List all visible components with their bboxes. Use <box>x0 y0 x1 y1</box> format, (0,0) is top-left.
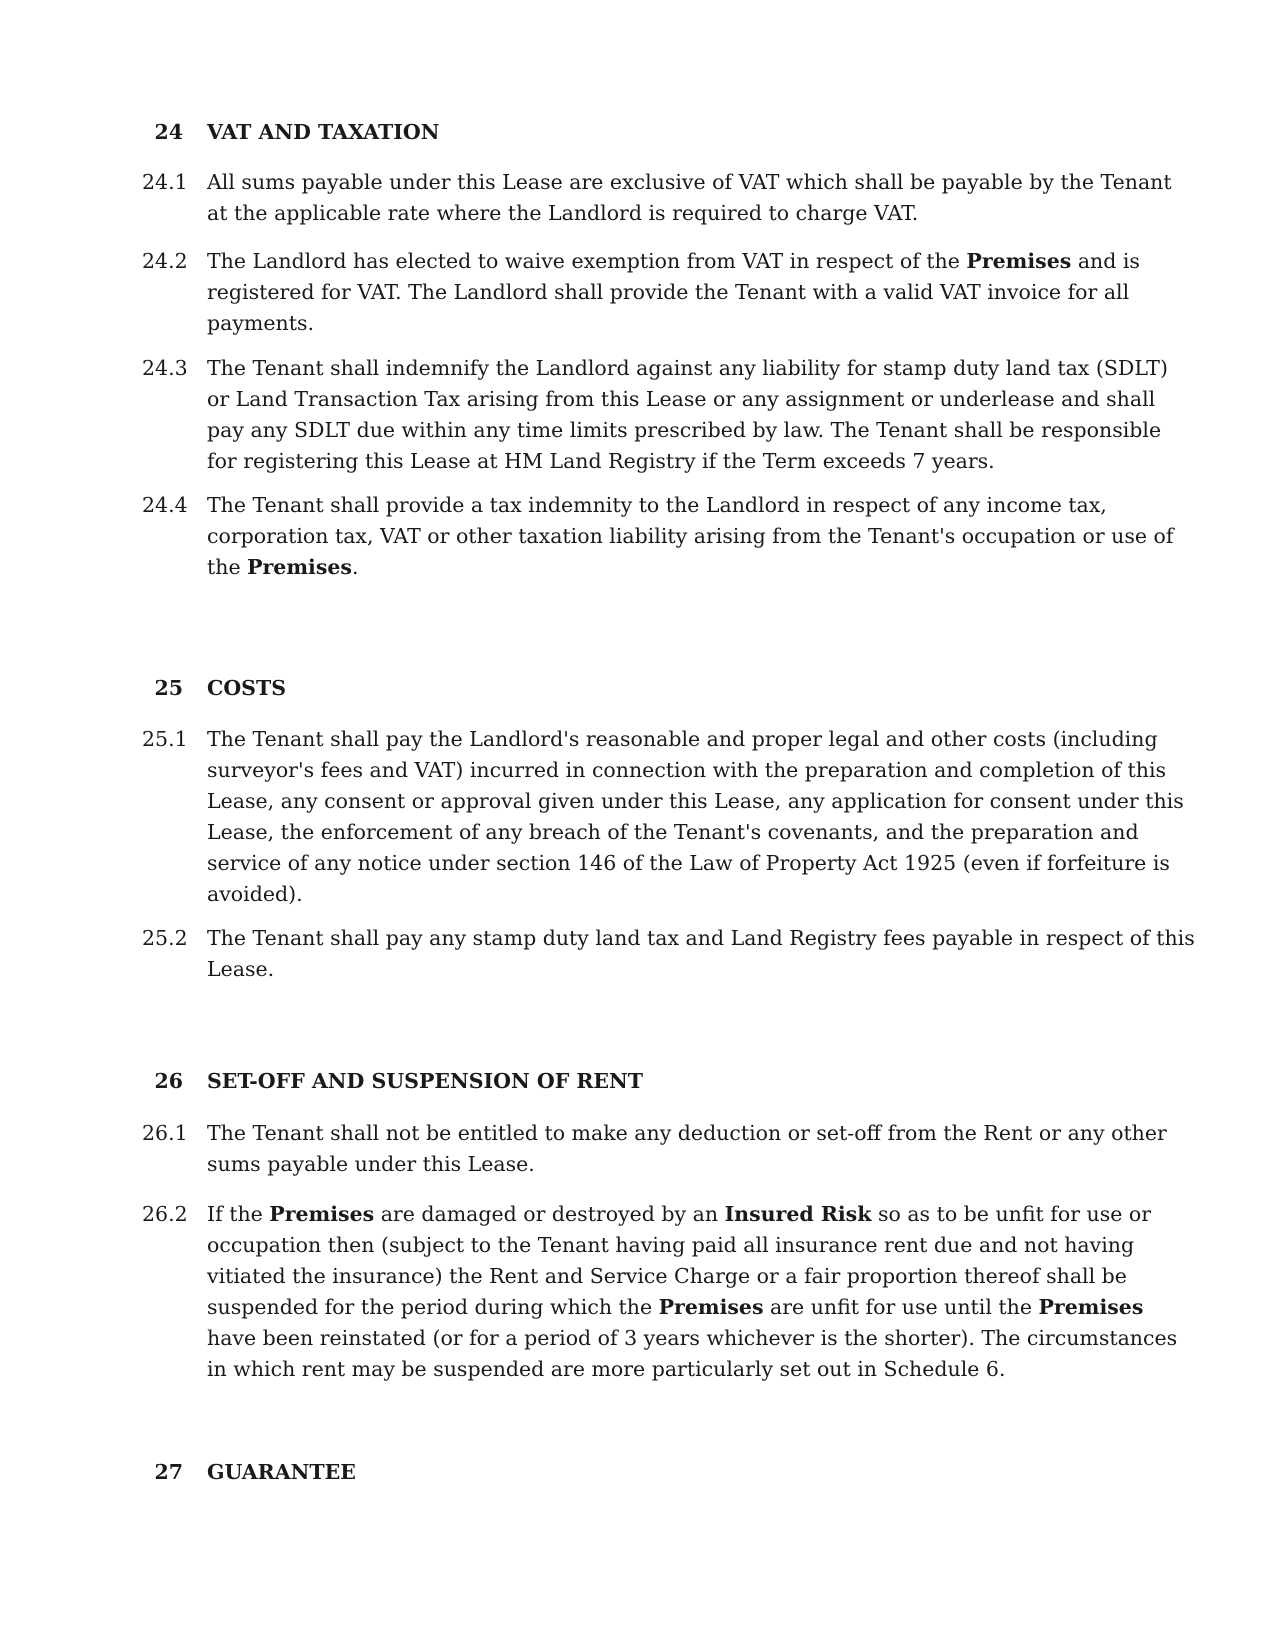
clause-text <box>207 490 1173 583</box>
clause-line: at the applicable rate where the Landlord is required to charge VAT. <box>207 201 919 225</box>
text-run: The Landlord has elected to waive exemption from VAT in respect of the <box>207 249 967 273</box>
defined-term: Premises <box>1038 1295 1144 1319</box>
clause-line: corporation tax, VAT or other taxation liability arising from the Tenant's occupation or use of <box>207 524 1174 548</box>
clause-line: sums payable under this Lease. <box>207 1152 535 1176</box>
clause-text <box>207 923 1195 985</box>
clause-number: 24.2 <box>142 249 188 273</box>
clause-line: The Tenant shall not be entitled to make any deduction or set-off from the Rent or any other <box>207 1121 1167 1145</box>
section-number: 25 <box>154 676 183 700</box>
clause-text <box>207 724 1184 910</box>
clause-line: for registering this Lease at HM Land Registry if the Term exceeds 7 years. <box>207 449 995 473</box>
clause-line: in which rent may be suspended are more particularly set out in Schedule 6. <box>207 1357 1006 1381</box>
clause-line <box>207 552 1173 583</box>
defined-term: Premises <box>966 249 1072 273</box>
section-title: VAT AND TAXATION <box>207 120 440 144</box>
clause-line <box>207 246 1140 277</box>
clause-line: The Tenant shall provide a tax indemnity to the Landlord in respect of any income tax, <box>207 493 1107 517</box>
clause-text <box>207 167 1172 229</box>
clause-number: 26.1 <box>142 1121 188 1145</box>
defined-term: Premises <box>658 1295 764 1319</box>
clause-line <box>207 1199 1177 1230</box>
clause-line: avoided). <box>207 882 303 906</box>
text-run: so as to be unfit for use or <box>871 1202 1152 1226</box>
clause-number: 25.1 <box>142 727 188 751</box>
section-title: GUARANTEE <box>207 1460 356 1484</box>
clause-line: registered for VAT. The Landlord shall provide the Tenant with a valid VAT invoice for all <box>207 280 1130 304</box>
clause-line: pay any SDLT due within any time limits prescribed by law. The Tenant shall be responsible <box>207 418 1162 442</box>
clause-text <box>207 246 1140 339</box>
clause-number: 24.4 <box>142 493 188 517</box>
clause-line: occupation then (subject to the Tenant having paid all insurance rent due and not having <box>207 1233 1135 1257</box>
clause-text <box>207 353 1168 477</box>
section-title: SET-OFF AND SUSPENSION OF RENT <box>207 1069 644 1093</box>
clause-number: 24.1 <box>142 170 188 194</box>
text-run: the <box>207 555 248 579</box>
clause-line: The Tenant shall pay the Landlord's reasonable and proper legal and other costs (including <box>207 727 1158 751</box>
clause-line: The Tenant shall pay any stamp duty land tax and Land Registry fees payable in respect of this <box>207 926 1195 950</box>
clause-line: All sums payable under this Lease are exclusive of VAT which shall be payable by the Tenant <box>207 170 1172 194</box>
defined-term: Insured Risk <box>724 1202 872 1226</box>
clause-line: Lease. <box>207 957 275 981</box>
text-run: . <box>351 555 359 579</box>
clause-line <box>207 1292 1177 1323</box>
section-number: 27 <box>154 1460 183 1484</box>
clause-number: 26.2 <box>142 1202 188 1226</box>
text-run: If the <box>207 1202 270 1226</box>
text-run: suspended for the period during which the <box>207 1295 659 1319</box>
clause-line: Lease, the enforcement of any breach of the Tenant's covenants, and the preparation and <box>207 820 1139 844</box>
text-run: are damaged or destroyed by an <box>374 1202 725 1226</box>
clause-line: or Land Transaction Tax arising from this Lease or any assignment or underlease and shall <box>207 387 1156 411</box>
section-number: 24 <box>154 120 183 144</box>
section-title: COSTS <box>207 676 287 700</box>
defined-term: Premises <box>269 1202 375 1226</box>
clause-line: have been reinstated (or for a period of 3 years whichever is the shorter). The circumstances <box>207 1326 1178 1350</box>
clause-number: 25.2 <box>142 926 188 950</box>
clause-line: Lease, any consent or approval given under this Lease, any application for consent under this <box>207 789 1184 813</box>
clause-line: surveyor's fees and VAT) incurred in connection with the preparation and completion of this <box>207 758 1167 782</box>
text-run: and is <box>1071 249 1140 273</box>
defined-term: Premises <box>247 555 352 579</box>
clause-line: service of any notice under section 146 of the Law of Property Act 1925 (even if forfeiture is <box>207 851 1170 875</box>
text-run: are unfit for use until the <box>763 1295 1039 1319</box>
clause-number: 24.3 <box>142 356 188 380</box>
clause-line: The Tenant shall indemnify the Landlord against any liability for stamp duty land tax (SDLT) <box>207 356 1168 380</box>
clause-line: payments. <box>207 311 314 335</box>
clause-text <box>207 1118 1167 1180</box>
clause-text <box>207 1199 1177 1385</box>
clause-line: vitiated the insurance) the Rent and Service Charge or a fair proportion thereof shall be <box>207 1264 1127 1288</box>
section-number: 26 <box>154 1069 183 1093</box>
